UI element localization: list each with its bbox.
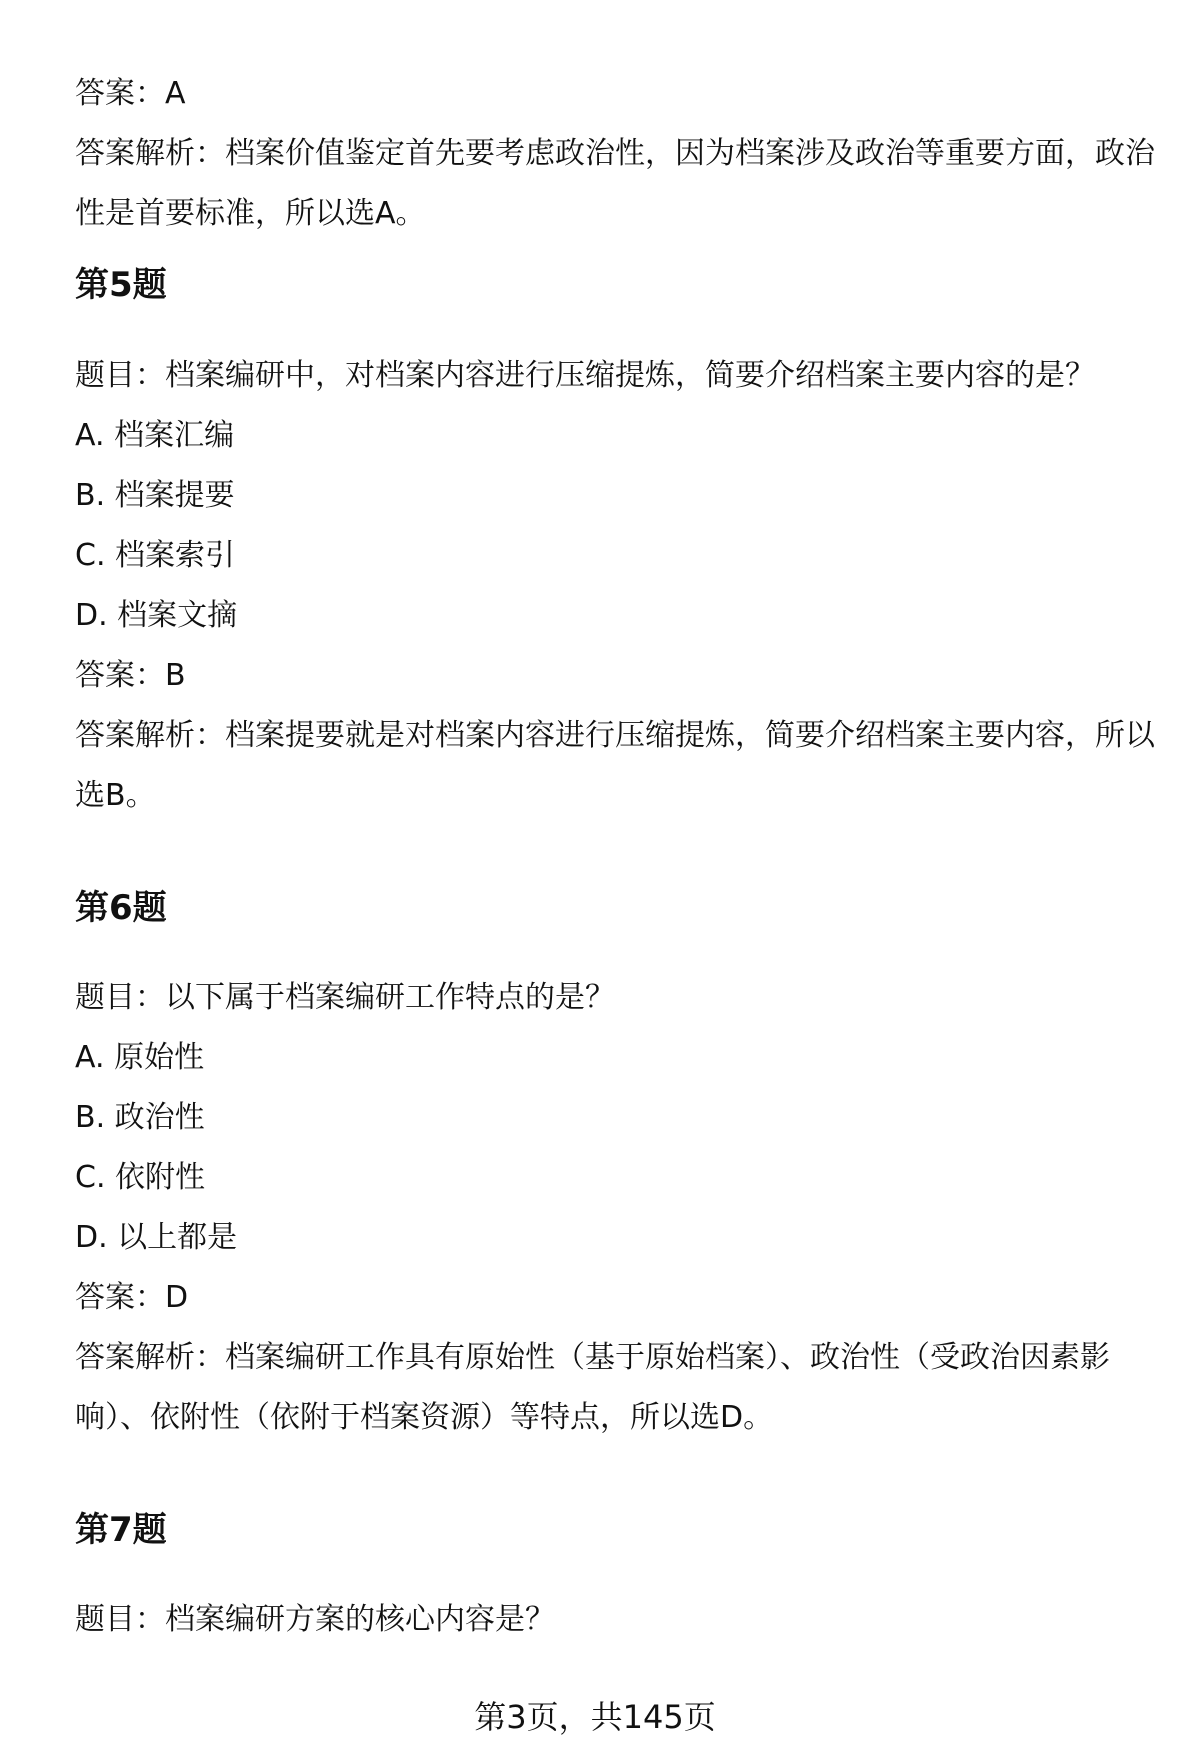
q4-answer: 答案：A bbox=[75, 76, 186, 111]
page-number-footer: 第3页，共145页 bbox=[474, 1698, 716, 1736]
q6-answer: 答案：D bbox=[75, 1280, 189, 1315]
q6-option-d: D. 以上都是 bbox=[75, 1220, 238, 1255]
q5-option-c: C. 档案索引 bbox=[75, 538, 236, 573]
q7-question: 题目：档案编研方案的核心内容是？ bbox=[75, 1602, 555, 1637]
q5-question: 题目：档案编研中，对档案内容进行压缩提炼，简要介绍档案主要内容的是？ bbox=[75, 358, 1095, 393]
q5-explanation: 答案解析：档案提要就是对档案内容进行压缩提炼，简要介绍档案主要内容，所以选B。 bbox=[75, 718, 1155, 813]
q6-question: 题目：以下属于档案编研工作特点的是？ bbox=[75, 980, 615, 1015]
q5-option-a: A. 档案汇编 bbox=[75, 418, 235, 453]
q7-heading: 第7题 bbox=[75, 1510, 167, 1550]
q6-heading: 第6题 bbox=[75, 888, 167, 928]
q6-option-b: B. 政治性 bbox=[75, 1100, 205, 1135]
q5-option-d: D. 档案文摘 bbox=[75, 598, 238, 633]
q6-option-c: C. 依附性 bbox=[75, 1160, 206, 1195]
q6-option-a: A. 原始性 bbox=[75, 1040, 205, 1075]
q5-heading: 第5题 bbox=[75, 265, 167, 305]
q5-option-b: B. 档案提要 bbox=[75, 478, 235, 513]
q6-explanation: 答案解析：档案编研工作具有原始性（基于原始档案）、政治性（受政治因素影响）、依附性（依附于档案资源）等特点，所以选D。 bbox=[75, 1340, 1110, 1435]
q5-answer: 答案：B bbox=[75, 658, 186, 693]
q4-explanation: 答案解析：档案价值鉴定首先要考虑政治性，因为档案涉及政治等重要方面，政治性是首要标准，所以选A。 bbox=[75, 136, 1155, 231]
